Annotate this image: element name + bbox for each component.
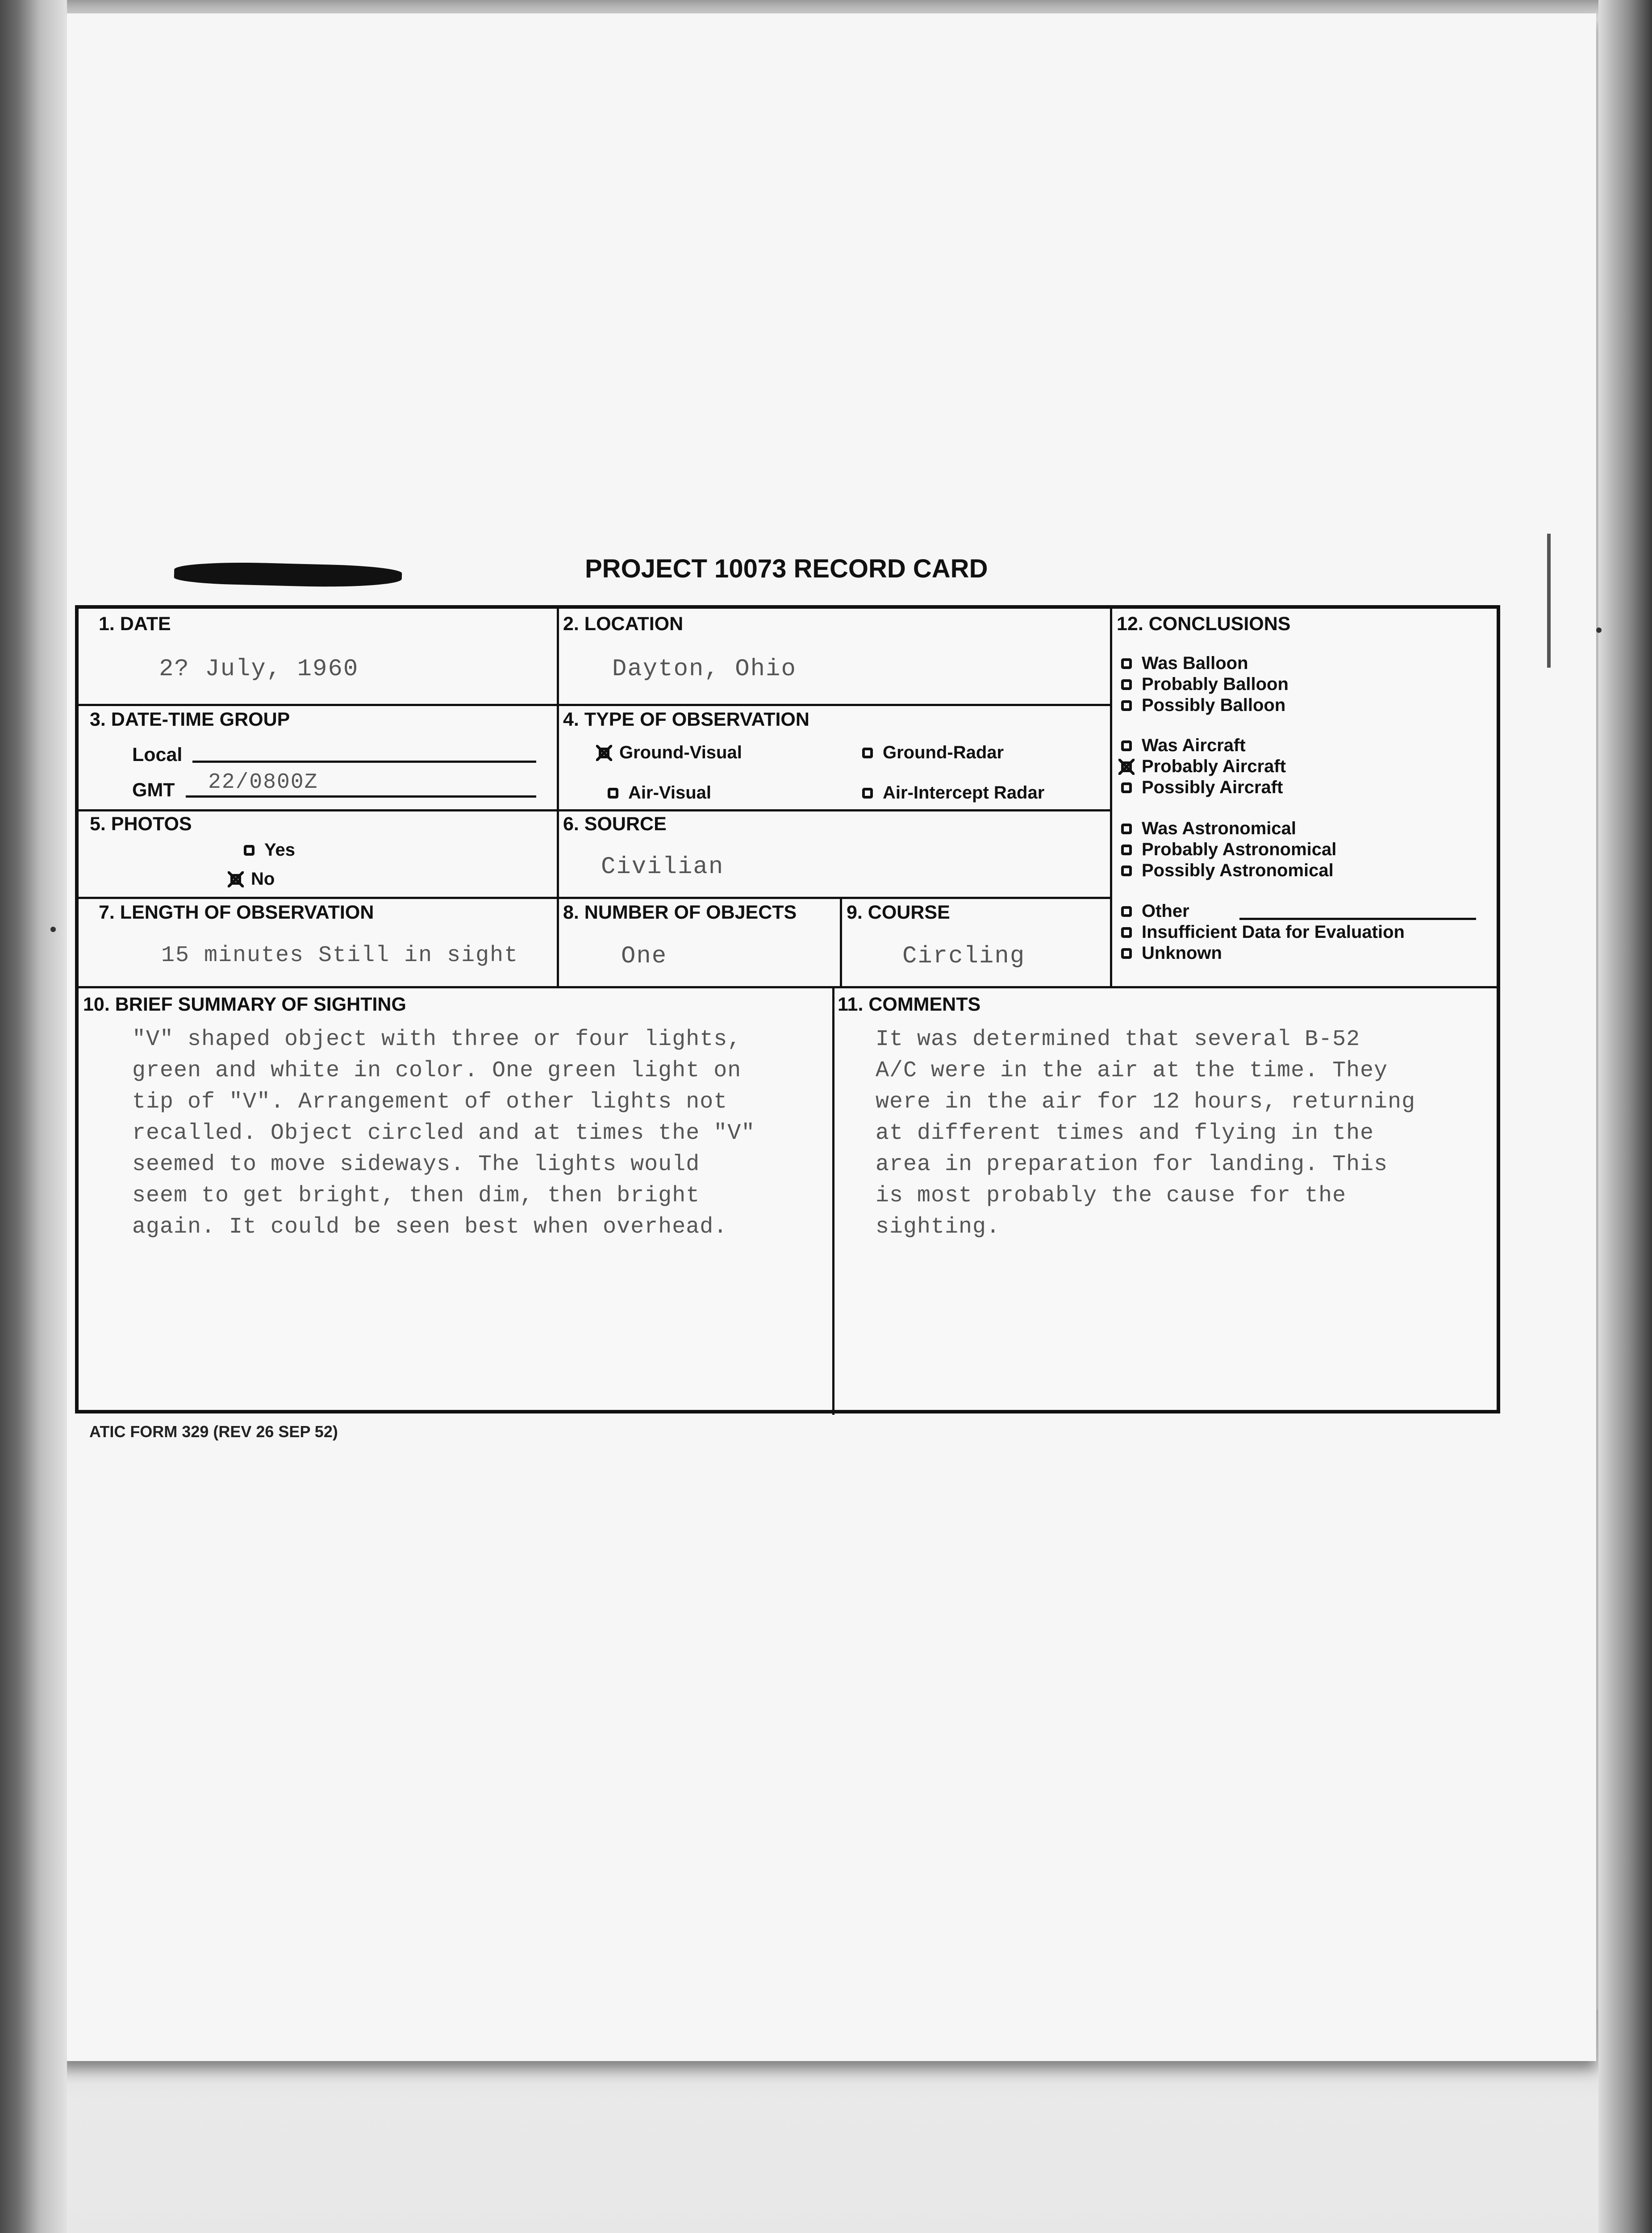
checkbox-icon[interactable] <box>1121 782 1132 793</box>
dtg-gmt-value: 22/0800Z <box>208 770 318 795</box>
conclusion-probably-aircraft[interactable]: Probably Aircraft <box>1121 757 1286 777</box>
checkbox-icon[interactable] <box>862 788 873 799</box>
checkbox-icon[interactable] <box>1121 740 1132 751</box>
dtg-local-line <box>192 761 536 763</box>
type-obs-ground-visual[interactable]: Ground-Visual <box>599 743 742 763</box>
conclusion-other-line <box>1239 918 1476 920</box>
conclusion-other[interactable]: Other <box>1121 901 1189 921</box>
source-label: 6. SOURCE <box>563 813 667 835</box>
grid-line <box>79 897 1112 899</box>
checkbox-icon[interactable] <box>1121 948 1132 959</box>
course-value: Circling <box>902 943 1026 970</box>
checkbox-icon[interactable] <box>1121 658 1132 669</box>
comments-label: 11. COMMENTS <box>838 994 981 1015</box>
conclusion-insufficient-data[interactable]: Insufficient Data for Evaluation <box>1121 922 1405 942</box>
scan-artifact-mark <box>1547 534 1551 668</box>
length-value: 15 minutes Still in sight <box>161 943 519 968</box>
grid-line <box>832 986 834 1415</box>
photos-yes[interactable]: Yes <box>244 840 295 860</box>
conclusion-probably-astronomical[interactable]: Probably Astronomical <box>1121 840 1336 860</box>
checkbox-checked-icon[interactable] <box>599 748 609 758</box>
scan-artifact-dot <box>50 927 56 932</box>
checkbox-checked-icon[interactable] <box>1121 761 1132 772</box>
scan-left-edge <box>0 0 67 2233</box>
length-label: 7. LENGTH OF OBSERVATION <box>99 902 374 923</box>
conclusion-was-astronomical[interactable]: Was Astronomical <box>1121 819 1296 839</box>
grid-line <box>79 704 1112 706</box>
checkbox-icon[interactable] <box>1121 906 1132 917</box>
checkbox-icon[interactable] <box>608 788 618 799</box>
type-obs-air-intercept-radar[interactable]: Air-Intercept Radar <box>862 783 1044 803</box>
conclusion-probably-balloon[interactable]: Probably Balloon <box>1121 674 1289 694</box>
grid-line <box>557 897 559 986</box>
conclusion-unknown[interactable]: Unknown <box>1121 943 1222 963</box>
conclusion-possibly-aircraft[interactable]: Possibly Aircraft <box>1121 778 1283 798</box>
summary-text: "V" shaped object with three or four lights, green and white in color. One green light on tip of "V". Arrangement of other lights not recalled. Object circled and at times the "V" seemed to move sideways. The lights would seem to get bright, then dim, then bright again. It could be seen best when overhead. <box>132 1027 755 1240</box>
checkbox-icon[interactable] <box>1121 845 1132 855</box>
checkbox-checked-icon[interactable] <box>230 874 241 885</box>
conclusion-possibly-balloon[interactable]: Possibly Balloon <box>1121 695 1285 715</box>
checkbox-icon[interactable] <box>862 748 873 758</box>
form-number: ATIC FORM 329 (REV 26 SEP 52) <box>89 1422 338 1441</box>
location-label: 2. LOCATION <box>563 613 684 635</box>
record-card <box>75 605 1500 1413</box>
checkbox-icon[interactable] <box>244 845 254 856</box>
date-value: 2? July, 1960 <box>159 656 359 683</box>
dtg-label: 3. DATE-TIME GROUP <box>90 709 290 730</box>
checkbox-icon[interactable] <box>1121 927 1132 938</box>
summary-label: 10. BRIEF SUMMARY OF SIGHTING <box>83 994 406 1015</box>
checkbox-icon[interactable] <box>1121 700 1132 711</box>
checkbox-icon[interactable] <box>1121 679 1132 690</box>
type-obs-ground-radar[interactable]: Ground-Radar <box>862 743 1004 763</box>
type-obs-label: 4. TYPE OF OBSERVATION <box>563 709 809 730</box>
comments-text: It was determined that several B-52 A/C were in the air at the time. They were in the air for 12 hours, returning at different times and flying in the area in preparation for landing. This is most probably the cause for the sighting. <box>876 1027 1416 1240</box>
conclusions-label: 12. CONCLUSIONS <box>1117 613 1291 635</box>
checkbox-icon[interactable] <box>1121 824 1132 834</box>
num-objects-label: 8. NUMBER OF OBJECTS <box>563 902 797 923</box>
dtg-gmt-line <box>186 795 536 798</box>
type-obs-air-visual[interactable]: Air-Visual <box>608 783 711 803</box>
location-value: Dayton, Ohio <box>612 656 797 683</box>
checkbox-icon[interactable] <box>1121 866 1132 876</box>
scan-right-edge <box>1598 0 1652 2233</box>
card-title: PROJECT 10073 RECORD CARD <box>585 554 988 583</box>
date-label: 1. DATE <box>99 613 171 635</box>
grid-line <box>1110 609 1112 986</box>
num-objects-value: One <box>621 943 667 970</box>
grid-line <box>840 897 842 986</box>
conclusion-possibly-astronomical[interactable]: Possibly Astronomical <box>1121 861 1334 881</box>
photos-no[interactable]: No <box>230 869 275 889</box>
scan-artifact-dot <box>1596 627 1602 633</box>
grid-line <box>79 986 1498 988</box>
grid-line <box>79 809 1112 811</box>
photos-label: 5. PHOTOS <box>90 813 192 835</box>
source-value: Civilian <box>601 853 724 881</box>
dtg-gmt-label: GMT <box>132 779 175 801</box>
conclusion-was-aircraft[interactable]: Was Aircraft <box>1121 736 1246 756</box>
conclusion-was-balloon[interactable]: Was Balloon <box>1121 653 1248 673</box>
dtg-local-label: Local <box>132 744 183 765</box>
course-label: 9. COURSE <box>847 902 950 923</box>
